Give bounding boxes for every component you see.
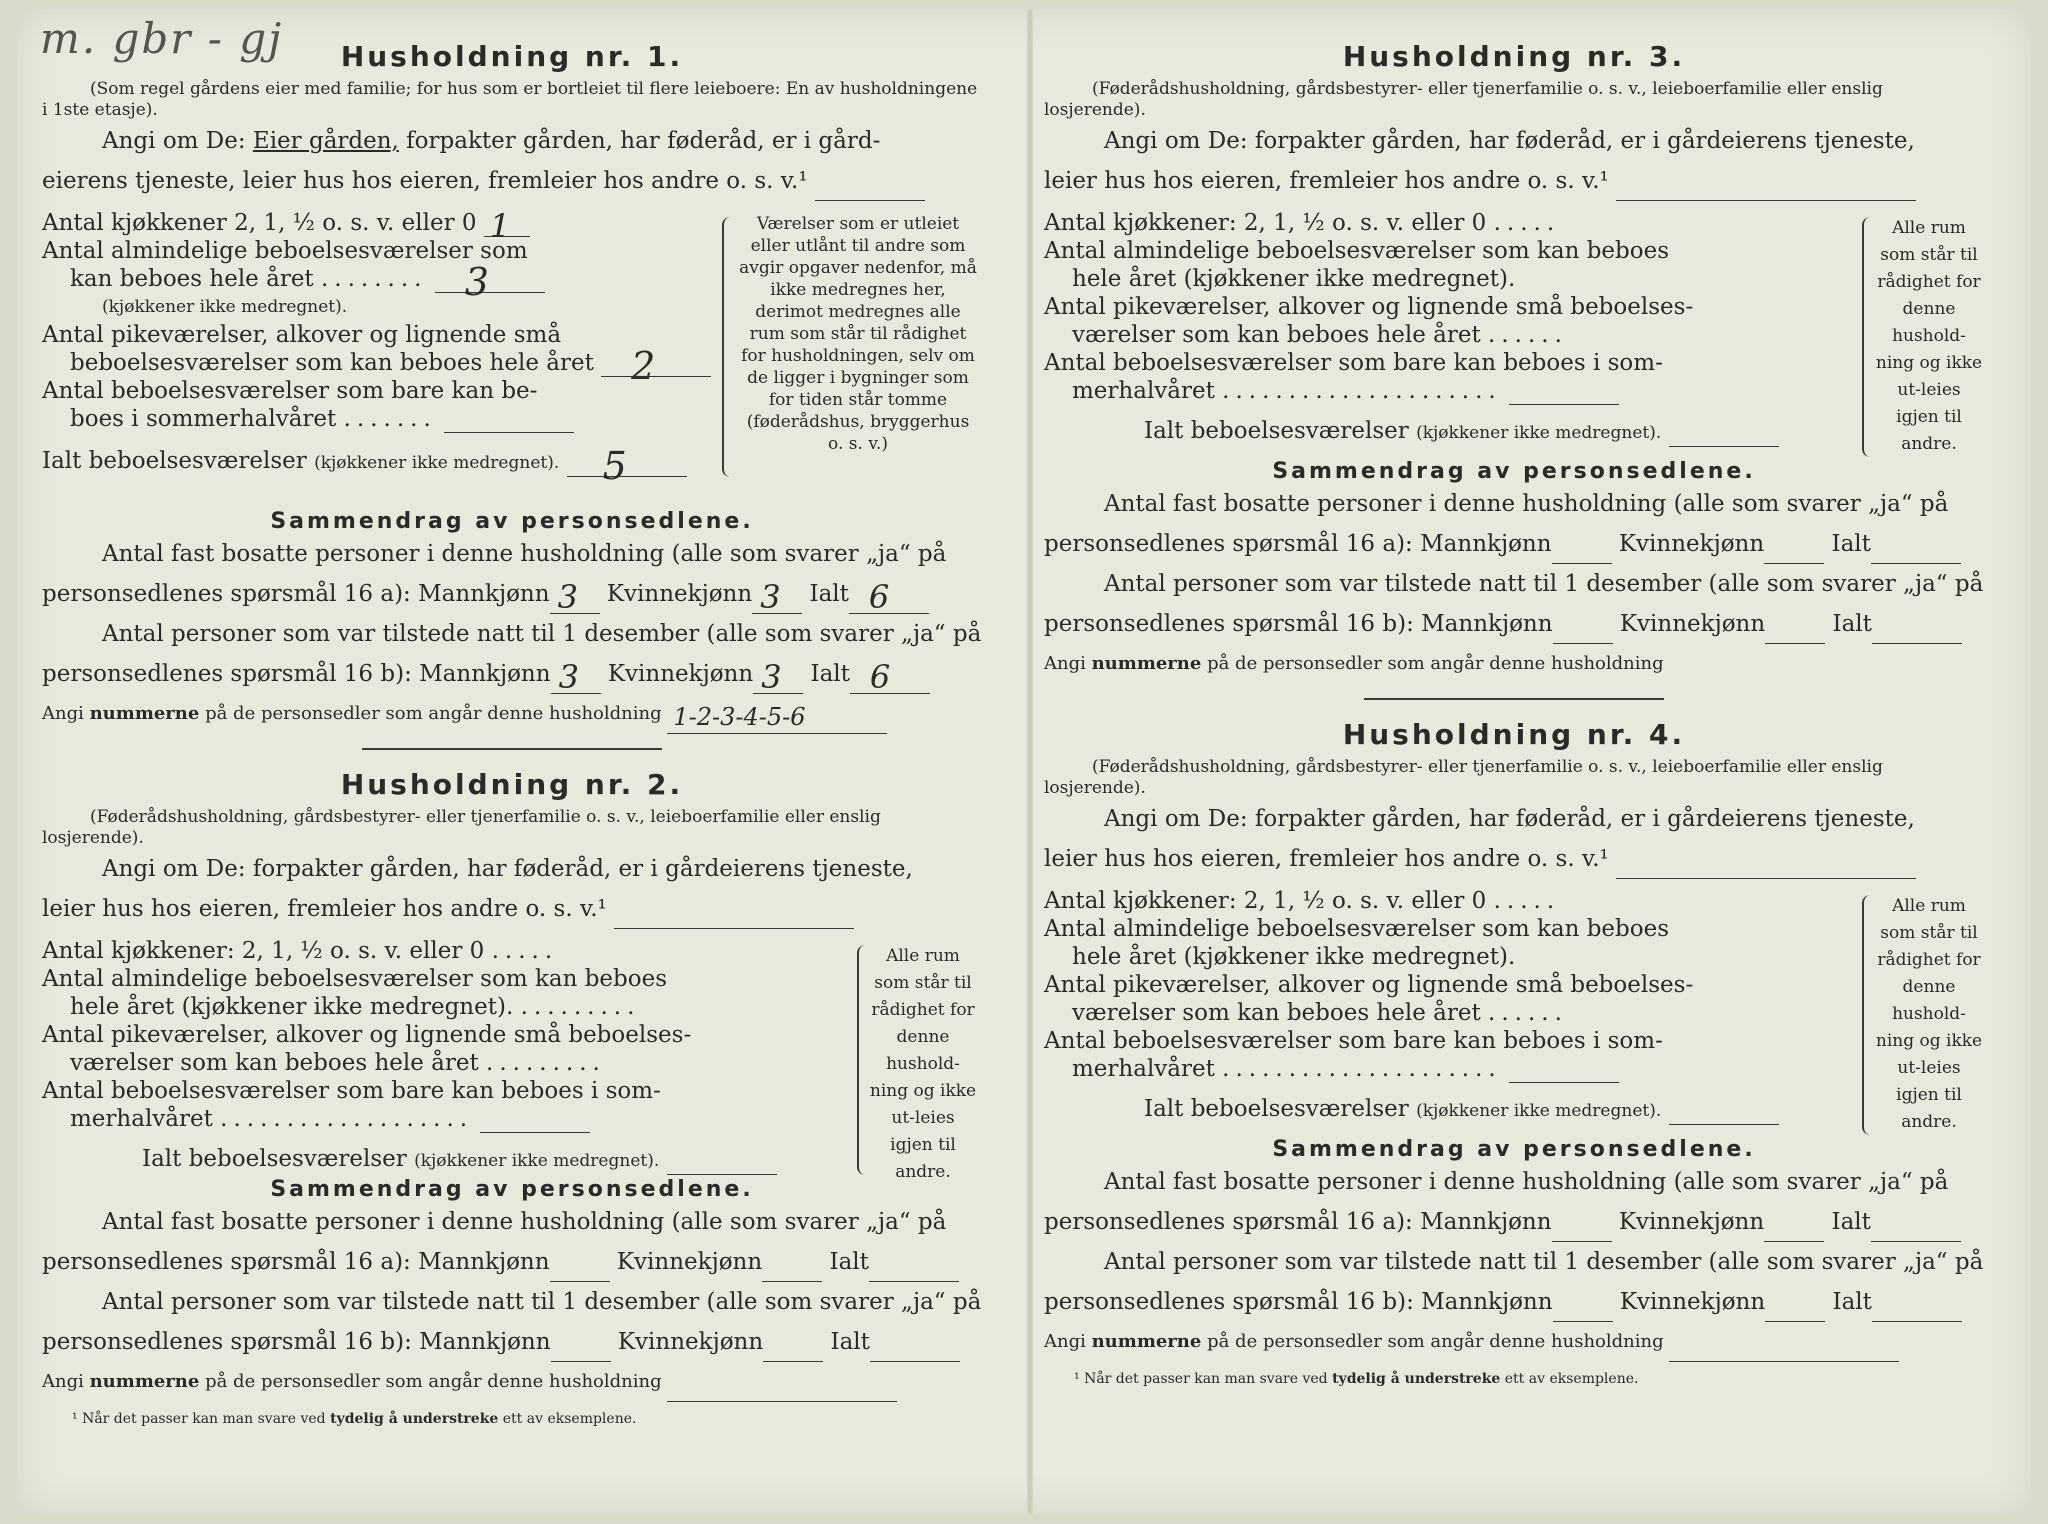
angi-fill-line[interactable] — [614, 904, 854, 929]
female-field[interactable] — [1764, 1217, 1824, 1242]
household-2-title: Husholdning nr. 2. — [340, 768, 684, 801]
rooms-side-note: Værelser som er utleiet eller utlånt til andre som avgir opgaver nedenfor, må ikke medregnes her, derimot medregnes alle rum som står til rådighet for husholdningen, selv om de ligger i bygninger som for tiden står tomme (føderådshus, bryggerhus o. s. v.) — [739, 214, 977, 454]
household-2-note: (Føderådshusholdning, gårdsbestyrer- eller tjenerfamilie o. s. v., leieboerfamilie eller enslig losjerende). — [42, 807, 881, 848]
summary-title: Sammendrag av personsedlene. — [1272, 459, 1756, 484]
margin-scribble: m. gbr - gj — [40, 14, 284, 63]
household-1-angi-line2: eierens tjeneste, leier hus hos eieren, fremleier hos andre o. s. v.¹ — [42, 161, 982, 201]
female-field[interactable] — [1764, 539, 1824, 564]
total-field[interactable] — [1871, 1217, 1961, 1242]
divider — [362, 748, 662, 750]
right-page — [1044, 40, 1984, 1480]
total-field[interactable] — [870, 1337, 960, 1362]
household-3-rooms: Antal kjøkkener: 2, 1, ½ o. s. v. eller 0 ..... Antal almindelige beboelsesværelser som kan beboes hele året (kjøkkener ikke medregnet). Antal pikeværelser, alkover og lignende små beboelses- værelser som kan beboes hele året ...... Antal beboelsesværelser som bare kan beboes i som- merhalvåret ..................... Ialt beboelsesværelser (kjøkkener ikke medregnet). Alle rum som står til rådighet for denne hushold-ning og ikke ut-leies igjen til andre. — [1044, 209, 1984, 449]
brace — [722, 217, 736, 477]
angi-fill-line[interactable] — [1616, 176, 1916, 201]
footnote: ¹ Når det passer kan man svare ved tydelig å understreke ett av eksemplene. — [72, 1411, 637, 1427]
left-page — [42, 40, 982, 1480]
female-field[interactable]: 3 — [752, 589, 802, 614]
total-field[interactable]: 6 — [849, 589, 929, 614]
rooms-side-note: Alle rum som står til rådighet for denne hushold-ning og ikke ut-leies igjen til andre. — [1875, 218, 1983, 454]
rooms-side-note: Alle rum som står til rådighet for denne hushold-ning og ikke ut-leies igjen til andre. — [869, 946, 977, 1182]
ialt-row: Ialt beboelsesværelser (kjøkkener ikke medregnet). — [42, 1145, 712, 1175]
small-rooms-row: beboelsesværelser som kan beboes hele året 2 — [42, 349, 702, 377]
footnote: ¹ Når det passer kan man svare ved tydelig å understreke ett av eksemplene. — [1074, 1371, 1639, 1387]
selected-option[interactable]: Eier gården, — [252, 128, 399, 154]
household-4-title: Husholdning nr. 4. — [1342, 718, 1686, 751]
household-3-title: Husholdning nr. 3. — [1342, 40, 1686, 73]
household-4-note: (Føderådshusholdning, gårdsbestyrer- eller tjenerfamilie o. s. v., leieboerfamilie eller enslig losjerende). — [1044, 757, 1883, 798]
male-field[interactable] — [1552, 539, 1612, 564]
household-3: Husholdning nr. 3. (Føderådshusholdning, gårdsbestyrer- eller tjenerfamilie o. s. v., leieboerfamilie eller enslig losjerende). Angi om De: forpakter gården, har føderåd, er i gårdeierens tjeneste, leier hus hos eieren, fremleier hos andre o. s. v.¹ Antal kjøkkener: 2, 1, ½ o. s. v. eller 0 ..... Antal almindelige beboelsesværelser som kan beboes hele året (kjøkkener ikke medregnet). Antal pikeværelser, alkover og lignende små beboelses- værelser som kan beboes hele året ...... Antal beboelsesværelser som bare kan beboes i som- merhalvåret ..................... Ialt beboelsesværelser (kjøkkener ikke medregnet). Alle rum som står til rådighet for denne hushold-ning og ikke ut-leies igjen til andre. Sammendrag av personsedlene. Antal fast bosatte personer i denne husholdning (alle som svarer „ja“ på personsedlenes spørsmål 16 a): Mannkjønn Kvinnekjønn Ialt Antal personer som var tilstede natt til 1 desember (alle som svarer „ja“ på personsedlenes spørsmål 16 b): Mannkjønn Kvinnekjønn Ialt Angi nummerne på de personsedler som angår denne husholdning — [1044, 40, 1984, 700]
summer-rooms-field[interactable] — [480, 1108, 590, 1133]
male-field[interactable] — [1552, 1217, 1612, 1242]
male-field[interactable] — [551, 1337, 611, 1362]
summer-rooms-field[interactable] — [1509, 1058, 1619, 1083]
female-field[interactable] — [1765, 1297, 1825, 1322]
kitchens-row: Antal kjøkkener 2, 1, ½ o. s. v. eller 0 1 — [42, 209, 702, 237]
summary-title: Sammendrag av personsedlene. — [270, 1177, 754, 1202]
angi-fill-line[interactable] — [1616, 854, 1916, 879]
total-field[interactable] — [869, 1257, 959, 1282]
numbers-row: Angi nummerne på de personsedler som angår denne husholdning 1-2-3-4-5-6 — [42, 694, 982, 734]
female-field[interactable] — [762, 1257, 822, 1282]
household-4-rooms: Antal kjøkkener: 2, 1, ½ o. s. v. eller 0 ..... Antal almindelige beboelsesværelser som kan beboes hele året (kjøkkener ikke medregnet). Antal pikeværelser, alkover og lignende små beboelses- værelser som kan beboes hele året ...... Antal beboelsesværelser som bare kan beboes i som- merhalvåret ..................... Ialt beboelsesværelser (kjøkkener ikke medregnet). Alle rum som står til rådighet for denne hushold-ning og ikke ut-leies igjen til andre. — [1044, 887, 1984, 1127]
numbers-field[interactable]: 1-2-3-4-5-6 — [667, 709, 887, 734]
kitchens-field[interactable]: 1 — [484, 212, 530, 237]
present-counts: personsedlenes spørsmål 16 b): Mannkjønn 3 Kvinnekjønn 3 Ialt 6 — [42, 654, 982, 694]
ialt-row: Ialt beboelsesværelser (kjøkkener ikke medregnet). 5 — [42, 447, 702, 477]
total-field[interactable]: 6 — [850, 669, 930, 694]
ialt-row: Ialt beboelsesværelser (kjøkkener ikke medregnet). — [1044, 417, 1764, 447]
ialt-field[interactable] — [1669, 422, 1779, 447]
divider — [1364, 698, 1664, 700]
ialt-field[interactable] — [667, 1150, 777, 1175]
rooms-side-note: Alle rum som står til rådighet for denne hushold-ning og ikke ut-leies igjen til andre. — [1875, 896, 1983, 1132]
summer-rooms-field[interactable] — [1509, 380, 1619, 405]
numbers-field[interactable] — [667, 1377, 897, 1402]
male-field[interactable] — [1553, 1297, 1613, 1322]
total-field[interactable] — [1872, 619, 1962, 644]
household-1-rooms: Antal kjøkkener 2, 1, ½ o. s. v. eller 0 1 Antal almindelige beboelsesværelser som kan beboes hele året ........ 3 (kjøkkener ikke medregnet). Antal pikeværelser, alkover og lignende små beboelsesværelser som kan beboes hele året 2 Antal beboelsesværelser som bare kan be- boes i sommerhalvåret ....... Ialt beboelsesværelser (kjøkkener ikke medregnet). 5 Værelser som er utleiet eller utlånt til andre som avgir opgaver nedenfor, må ikke medregnes her, derimot medregnes alle rum som står til rådighet for husholdningen, selv om de ligger i bygninger som for tiden står tomme (føderådshus, bryggerhus o. s. v.) — [42, 207, 977, 488]
numbers-field[interactable] — [1669, 1337, 1899, 1362]
household-1-angi-line1: Angi om De: Eier gården, forpakter gården, har føderåd, er i gård- — [102, 128, 881, 154]
household-1: Husholdning nr. 1. (Som regel gårdens eier med familie; for hus som er bortleiet til flere leieboere: En av husholdningene i 1ste etasje). Angi om De: Eier gården, forpakter gården, har føderåd, er i gård- eierens tjeneste, leier hus hos eieren, fremleier hos andre o. s. v.¹ Antal kjøkkener 2, 1, ½ o. s. v. eller 0 1 Antal almindelige beboelsesværelser som kan beboes hele året ........ 3 (kjøkkener ikke medregnet). Antal pikeværelser, alkover og lignende små beboelsesværelser som kan beboes hele året 2 Antal beboelsesværelser som bare kan be- boes i sommerhalvåret ....... Ialt beboelsesværelser (kjøkkener ikke medregnet). 5 Værelser som er utleiet eller utlånt til andre som avgir opgaver nedenfor, må ikke medregnes her, derimot medregnes alle rum som står til rådighet for husholdningen, selv om de ligger i bygninger som for tiden står tomme (føderådshus, bryggerhus o. s. v.) Sammendrag av personsedlene. Antal fast bosatte personer i denne husholdning (alle som svarer „ja“ på personsedlenes spørsmål 16 a): Mannkjønn 3 Kvinnekjønn 3 Ialt 6 Antal personer som var tilstede natt til 1 desember (alle som svarer „ja“ på personsedlenes spørsmål 16 b): Mannkjønn 3 Kvinnekjønn 3 Ialt 6 Angi nummerne på de personsedler som angår denne husholdning 1-2-3-4-5-6 — [42, 40, 982, 750]
ialt-field[interactable]: 5 — [567, 452, 687, 477]
regular-rooms-field[interactable]: 3 — [435, 268, 545, 293]
summary-title: Sammendrag av personsedlene. — [270, 509, 754, 534]
female-field[interactable] — [1765, 619, 1825, 644]
small-rooms-field[interactable]: 2 — [601, 352, 711, 377]
angi-fill-line[interactable] — [815, 176, 925, 201]
resident-counts: personsedlenes spørsmål 16 a): Mannkjønn 3 Kvinnekjønn 3 Ialt 6 — [42, 574, 982, 614]
page-fold — [1027, 10, 1033, 1514]
household-2: Husholdning nr. 2. (Føderådshusholdning, gårdsbestyrer- eller tjenerfamilie o. s. v., leieboerfamilie eller enslig losjerende). Angi om De: forpakter gården, har føderåd, er i gårdeierens tjeneste, leier hus hos eieren, fremleier hos andre o. s. v.¹ Antal kjøkkener: 2, 1, ½ o. s. v. eller 0 ..... Antal almindelige beboelsesværelser som kan beboes hele året (kjøkkener ikke medregnet). ......... Antal pikeværelser, alkover og lignende små beboelses- værelser som kan beboes hele året ......... Antal beboelsesværelser som bare kan beboes i som- merhalvåret ................... Ialt beboelsesværelser (kjøkkener ikke medregnet). Alle rum som står til rådighet for denne hushold-ning og ikke ut-leies igjen til andre. Sammendrag av personsedlene. Antal fast bosatte personer i denne husholdning (alle som svarer „ja“ på personsedlenes spørsmål 16 a): Mannkjønn Kvinnekjønn Ialt Antal personer som var tilstede natt til 1 desember (alle som svarer „ja“ på personsedlenes spørsmål 16 b): Mannkjønn Kvinnekjønn Ialt Angi nummerne på de personsedler som angår denne husholdning ¹ Når det passer kan man svare ved tydelig å understreke ett av eksemplene. — [42, 768, 982, 1427]
household-4: Husholdning nr. 4. (Føderådshusholdning, gårdsbestyrer- eller tjenerfamilie o. s. v., leieboerfamilie eller enslig losjerende). Angi om De: forpakter gården, har føderåd, er i gårdeierens tjeneste, leier hus hos eieren, fremleier hos andre o. s. v.¹ Antal kjøkkener: 2, 1, ½ o. s. v. eller 0 ..... Antal almindelige beboelsesværelser som kan beboes hele året (kjøkkener ikke medregnet). Antal pikeværelser, alkover og lignende små beboelses- værelser som kan beboes hele året ...... Antal beboelsesværelser som bare kan beboes i som- merhalvåret ..................... Ialt beboelsesværelser (kjøkkener ikke medregnet). Alle rum som står til rådighet for denne hushold-ning og ikke ut-leies igjen til andre. Sammendrag av personsedlene. Antal fast bosatte personer i denne husholdning (alle som svarer „ja“ på personsedlenes spørsmål 16 a): Mannkjønn Kvinnekjønn Ialt Antal personer som var tilstede natt til 1 desember (alle som svarer „ja“ på personsedlenes spørsmål 16 b): Mannkjønn Kvinnekjønn Ialt Angi nummerne på de personsedler som angår denne husholdning ¹ Når det passer kan man svare ved tydelig å understreke ett av eksemplene. — [1044, 718, 1984, 1387]
female-field[interactable] — [763, 1337, 823, 1362]
summer-rooms-row: boes i sommerhalvåret ....... — [42, 405, 702, 433]
summary-title: Sammendrag av personsedlene. — [1272, 1137, 1756, 1162]
total-field[interactable] — [1872, 1297, 1962, 1322]
summer-rooms-field[interactable] — [444, 408, 574, 433]
male-field[interactable]: 3 — [550, 589, 600, 614]
regular-rooms-row: kan beboes hele året ........ 3 — [42, 265, 702, 293]
household-1-title: Husholdning nr. 1. — [340, 40, 684, 73]
female-field[interactable]: 3 — [753, 669, 803, 694]
total-field[interactable] — [1871, 539, 1961, 564]
household-1-note: (Som regel gårdens eier med familie; for hus som er bortleiet til flere leieboere: En av husholdningene i 1ste etasje). — [42, 79, 978, 120]
ialt-field[interactable] — [1669, 1100, 1779, 1125]
male-field[interactable] — [1553, 619, 1613, 644]
household-3-note: (Føderådshusholdning, gårdsbestyrer- eller tjenerfamilie o. s. v., leieboerfamilie eller enslig losjerende). — [1044, 79, 1883, 120]
male-field[interactable] — [550, 1257, 610, 1282]
male-field[interactable]: 3 — [551, 669, 601, 694]
household-2-rooms: Antal kjøkkener: 2, 1, ½ o. s. v. eller 0 ..... Antal almindelige beboelsesværelser som kan beboes hele året (kjøkkener ikke medregnet). ......... Antal pikeværelser, alkover og lignende små beboelses- værelser som kan beboes hele året ......... Antal beboelsesværelser som bare kan beboes i som- merhalvåret ................... Ialt beboelsesværelser (kjøkkener ikke medregnet). Alle rum som står til rådighet for denne hushold-ning og ikke ut-leies igjen til andre. — [42, 937, 982, 1167]
ialt-row: Ialt beboelsesværelser (kjøkkener ikke medregnet). — [1044, 1095, 1764, 1125]
